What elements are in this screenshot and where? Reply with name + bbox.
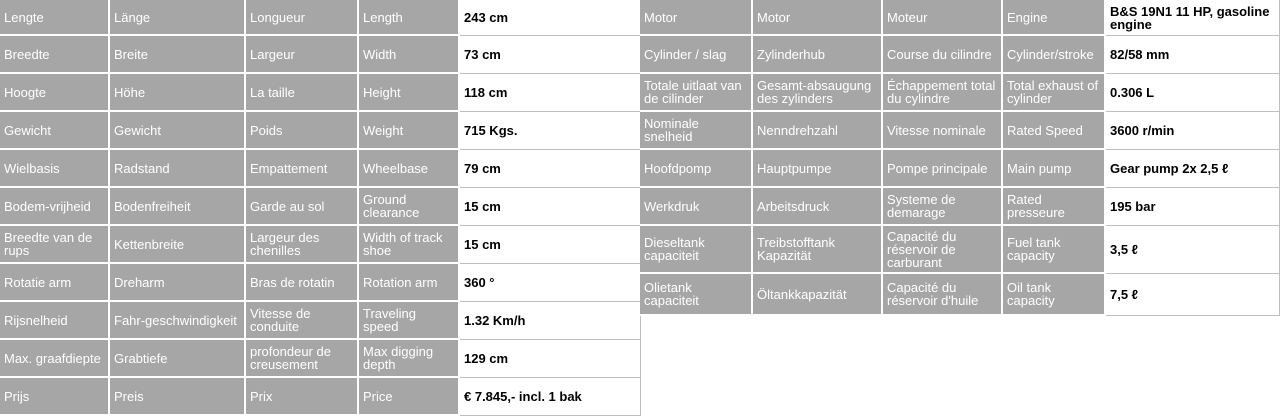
label-french: profondeur de creusement <box>246 340 359 378</box>
label-dutch: Totale uitlaat van de cilinder <box>640 74 753 112</box>
label-french: Pompe principale <box>883 150 1003 188</box>
spec-value: 82/58 mm <box>1106 36 1280 74</box>
label-german: Öltankkapazität <box>753 274 883 316</box>
label-dutch: Gewicht <box>0 112 110 150</box>
label-english: Ground clearance <box>359 188 460 226</box>
label-dutch: Max. graafdiepte <box>0 340 110 378</box>
label-french: Échappement total du cylindre <box>883 74 1003 112</box>
label-german: Nenndrehzahl <box>753 112 883 150</box>
label-french: Vitesse nominale <box>883 112 1003 150</box>
label-german: Radstand <box>110 150 246 188</box>
label-english: Weight <box>359 112 460 150</box>
label-english: Length <box>359 0 460 36</box>
label-french: Systeme de demarage <box>883 188 1003 226</box>
label-french: Capacité du réservoir d'huile <box>883 274 1003 316</box>
label-french: Capacité du réservoir de carburant <box>883 226 1003 274</box>
label-german: Arbeitsdruck <box>753 188 883 226</box>
label-german: Motor <box>753 0 883 36</box>
table-row <box>640 188 1280 226</box>
label-german: Breite <box>110 36 246 74</box>
table-row <box>0 226 641 264</box>
table-row <box>0 150 641 188</box>
label-german: Treibstofftank Kapazität <box>753 226 883 274</box>
label-french: Longueur <box>246 0 359 36</box>
label-german: Kettenbreite <box>110 226 246 264</box>
label-dutch: Hoogte <box>0 74 110 112</box>
label-german: Bodenfreiheit <box>110 188 246 226</box>
label-french: Prix <box>246 378 359 416</box>
label-dutch: Rotatie arm <box>0 264 110 302</box>
label-german: Hauptpumpe <box>753 150 883 188</box>
label-english: Rated presseure <box>1003 188 1106 226</box>
spec-value: B&S 19N1 11 HP, gasoline engine <box>1106 0 1280 36</box>
label-dutch: Nominale snelheid <box>640 112 753 150</box>
table-row <box>640 150 1280 188</box>
label-english: Width <box>359 36 460 74</box>
spec-value: 195 bar <box>1106 188 1280 226</box>
table-row <box>0 378 641 416</box>
label-english: Width of track shoe <box>359 226 460 264</box>
label-english: Total exhaust of cylinder <box>1003 74 1106 112</box>
table-row <box>640 274 1280 316</box>
table-row <box>0 112 641 150</box>
label-german: Grabtiefe <box>110 340 246 378</box>
label-dutch: Rijsnelheid <box>0 302 110 340</box>
label-dutch: Hoofdpomp <box>640 150 753 188</box>
label-english: Main pump <box>1003 150 1106 188</box>
table-row <box>640 226 1280 274</box>
label-english: Height <box>359 74 460 112</box>
price-value: € 7.845,- incl. 1 bak <box>460 378 641 416</box>
spec-value: 73 cm <box>460 36 641 74</box>
table-row <box>0 0 641 36</box>
table-row <box>0 188 641 226</box>
label-dutch: Breedte <box>0 36 110 74</box>
label-french: Moteur <box>883 0 1003 36</box>
label-dutch: Breedte van de rups <box>0 226 110 264</box>
table-row <box>640 0 1280 36</box>
label-english: Rated Speed <box>1003 112 1106 150</box>
spec-value: Gear pump 2x 2,5 ℓ <box>1106 150 1280 188</box>
label-english: Cylinder/stroke <box>1003 36 1106 74</box>
label-english: Price <box>359 378 460 416</box>
table-row <box>0 36 641 74</box>
label-english: Engine <box>1003 0 1106 36</box>
label-dutch: Cylinder / slag <box>640 36 753 74</box>
spec-value: 0.306 L <box>1106 74 1280 112</box>
spec-value: 79 cm <box>460 150 641 188</box>
table-row <box>640 36 1280 74</box>
spec-value: 7,5 ℓ <box>1106 274 1280 316</box>
label-english: Wheelbase <box>359 150 460 188</box>
label-german: Länge <box>110 0 246 36</box>
label-dutch: Olietank capaciteit <box>640 274 753 316</box>
label-french: Vitesse de conduite <box>246 302 359 340</box>
label-german: Zylinderhub <box>753 36 883 74</box>
label-french: La taille <box>246 74 359 112</box>
label-german: Höhe <box>110 74 246 112</box>
label-german: Fahr-geschwindigkeit <box>110 302 246 340</box>
label-dutch: Lengte <box>0 0 110 36</box>
table-row <box>0 302 641 340</box>
label-french: Poids <box>246 112 359 150</box>
spec-table-engine <box>640 0 1280 316</box>
label-german: Gewicht <box>110 112 246 150</box>
table-row <box>0 74 641 112</box>
spec-value: 118 cm <box>460 74 641 112</box>
spec-value: 129 cm <box>460 340 641 378</box>
label-french: Empattement <box>246 150 359 188</box>
label-french: Course du cilindre <box>883 36 1003 74</box>
label-dutch: Prijs <box>0 378 110 416</box>
table-row <box>640 112 1280 150</box>
label-dutch: Wielbasis <box>0 150 110 188</box>
label-german: Gesamt-absaugung des zylinders <box>753 74 883 112</box>
table-row <box>0 340 641 378</box>
label-german: Preis <box>110 378 246 416</box>
label-french: Largeur des chenilles <box>246 226 359 264</box>
label-french: Bras de rotatin <box>246 264 359 302</box>
label-dutch: Motor <box>640 0 753 36</box>
table-row <box>640 74 1280 112</box>
label-french: Garde au sol <box>246 188 359 226</box>
label-english: Rotation arm <box>359 264 460 302</box>
label-dutch: Dieseltank capaciteit <box>640 226 753 274</box>
spec-value: 3600 r/min <box>1106 112 1280 150</box>
label-german: Dreharm <box>110 264 246 302</box>
label-dutch: Werkdruk <box>640 188 753 226</box>
label-english: Traveling speed <box>359 302 460 340</box>
label-english: Oil tank capacity <box>1003 274 1106 316</box>
spec-value: 1.32 Km/h <box>460 302 641 340</box>
label-dutch: Bodem-vrijheid <box>0 188 110 226</box>
spec-value: 3,5 ℓ <box>1106 226 1280 274</box>
label-french: Largeur <box>246 36 359 74</box>
label-english: Fuel tank capacity <box>1003 226 1106 274</box>
label-english: Max digging depth <box>359 340 460 378</box>
spec-value: 360 ° <box>460 264 641 302</box>
spec-value: 243 cm <box>460 0 641 36</box>
spec-value: 15 cm <box>460 226 641 264</box>
spec-value: 15 cm <box>460 188 641 226</box>
spec-value: 715 Kgs. <box>460 112 641 150</box>
table-row <box>0 264 641 302</box>
